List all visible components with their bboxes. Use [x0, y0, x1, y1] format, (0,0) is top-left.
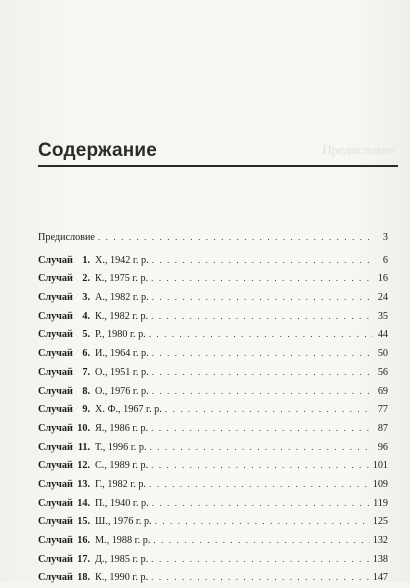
toc-case-number: 10. [77, 422, 90, 434]
show-through-text: Предисловие [322, 142, 395, 157]
toc-case-label: Случай [38, 460, 73, 472]
toc-entry-title: Я., 1986 г. р. [95, 422, 149, 434]
toc-entry-case [38, 382, 388, 401]
toc-page-number: 109 [372, 478, 388, 490]
toc-page-number: 56 [377, 366, 388, 378]
toc-case-number: 11. [77, 441, 90, 453]
toc-page-number: 6 [382, 254, 388, 266]
dot-leader [153, 531, 369, 550]
heading-rule [38, 137, 398, 167]
toc-entry-title: Х. Ф., 1967 г. р. [95, 404, 162, 416]
toc-page-number: 77 [377, 404, 388, 416]
dot-leader [165, 400, 373, 419]
toc-entry-case [38, 568, 388, 587]
toc-case-label: Случай [38, 516, 73, 528]
toc-page-number: 50 [377, 348, 388, 360]
toc-entry-title: К., 1990 г. р. [95, 572, 149, 584]
toc-entry-title: К., 1982 г. р. [95, 310, 149, 322]
toc-entry-title: Предисловие [38, 232, 95, 243]
toc-case-label: Случай [38, 348, 73, 360]
toc-entry-title: М., 1988 г. р. [95, 535, 151, 546]
toc-entry-case [38, 531, 388, 550]
toc-case-number: 5. [82, 329, 90, 341]
dot-leader [151, 307, 373, 326]
toc-case-label: Случай [38, 310, 73, 322]
toc-entry-case [38, 363, 388, 382]
dot-leader [151, 419, 373, 438]
toc-entry-preface [38, 228, 388, 247]
toc-case-number: 3. [82, 292, 90, 304]
table-of-contents [38, 228, 388, 587]
dot-leader [152, 382, 373, 401]
toc-page-number: 24 [377, 292, 388, 304]
toc-entry-title: О., 1951 г. р. [95, 366, 149, 378]
toc-case-number: 13. [77, 478, 90, 490]
toc-entry-case [38, 307, 388, 326]
toc-case-label: Случай [38, 273, 73, 285]
toc-entry-title: Р., 1980 г. р. [95, 329, 146, 341]
dot-leader [152, 494, 370, 513]
toc-page-number: 16 [377, 273, 388, 285]
dot-leader [155, 512, 370, 531]
toc-entry-case [38, 269, 388, 288]
page-title: Содержание [38, 140, 158, 161]
toc-page-number: 96 [377, 441, 388, 453]
toc-case-number: 18. [77, 572, 90, 584]
toc-entry-case [38, 512, 388, 531]
toc-entry-case [38, 438, 388, 457]
toc-page-number: 69 [377, 385, 388, 397]
toc-case-number: 2. [82, 273, 90, 285]
toc-page-number: 101 [372, 460, 388, 472]
dot-leader [152, 363, 373, 382]
toc-page-number: 138 [372, 553, 388, 565]
toc-case-number: 17. [77, 553, 90, 565]
toc-case-number: 6. [82, 348, 90, 360]
toc-entry-title: Г., 1982 г. р. [95, 478, 147, 490]
toc-page-number: 3 [382, 232, 388, 243]
toc-entry-title: Т., 1996 г. р. [95, 441, 147, 453]
toc-entry-case [38, 344, 388, 363]
toc-case-label: Случай [38, 422, 73, 434]
toc-page-number: 35 [377, 310, 388, 322]
toc-entry-title: Х., 1942 г. р. [95, 254, 149, 266]
toc-entry-title: О., 1976 г. р. [95, 385, 149, 397]
toc-case-label: Случай [38, 404, 73, 416]
toc-page-number: 125 [372, 516, 388, 528]
toc-entry-case [38, 419, 388, 438]
toc-entry-case [38, 550, 388, 569]
toc-entry-case [38, 475, 388, 494]
dot-leader [98, 228, 373, 247]
toc-entry-title: А., 1982 г. р. [95, 292, 149, 304]
toc-entry-case [38, 288, 388, 307]
toc-case-number: 7. [82, 366, 90, 378]
toc-case-label: Случай [38, 366, 73, 378]
toc-case-label: Случай [38, 441, 73, 453]
toc-entry-title: К., 1975 г. р. [95, 273, 149, 285]
toc-case-label: Случай [38, 497, 73, 509]
dot-leader [151, 269, 373, 288]
toc-entry-case [38, 400, 388, 419]
toc-case-number: 1. [82, 254, 90, 266]
dot-leader [151, 568, 370, 587]
toc-case-number: 9. [82, 404, 90, 416]
toc-page-number: 44 [377, 329, 388, 341]
toc-entry-title: Ш., 1976 г. р. [95, 516, 152, 528]
toc-case-label: Случай [38, 292, 73, 304]
toc-entry-case [38, 456, 388, 475]
toc-case-label: Случай [38, 329, 73, 341]
toc-page-number: 87 [377, 422, 388, 434]
toc-entry-case [38, 325, 388, 344]
toc-entry-case [38, 494, 388, 513]
toc-case-number: 8. [82, 385, 90, 397]
toc-case-number: 15. [77, 516, 90, 528]
toc-page-number: 147 [372, 572, 388, 584]
toc-case-label: Случай [38, 254, 73, 266]
toc-entry-title: Д., 1985 г. р. [95, 553, 149, 565]
toc-case-number: 14. [77, 497, 90, 509]
dot-leader [150, 438, 373, 457]
toc-case-label: Случай [38, 553, 73, 565]
toc-case-number: 12. [77, 460, 90, 472]
dot-leader [152, 344, 373, 363]
dot-leader [149, 475, 370, 494]
toc-page-number: 132 [372, 535, 388, 546]
dot-leader [152, 288, 373, 307]
dot-leader [151, 550, 369, 569]
toc-case-label: Случай [38, 385, 73, 397]
dot-leader [152, 251, 373, 270]
toc-entry-title: С., 1989 г. р. [95, 460, 149, 472]
toc-case-number: 4. [82, 310, 90, 322]
dot-leader [151, 456, 370, 475]
toc-case-number: 16. [77, 535, 90, 546]
dot-leader [149, 325, 373, 344]
toc-case-label: Случай [38, 535, 73, 546]
toc-case-label: Случай [38, 478, 73, 490]
toc-case-label: Случай [38, 572, 73, 584]
toc-page-number: 119 [373, 497, 388, 509]
toc-entry-title: П., 1940 г. р. [95, 497, 149, 509]
toc-entry-case [38, 251, 388, 270]
toc-entry-title: И., 1964 г. р. [95, 348, 149, 360]
